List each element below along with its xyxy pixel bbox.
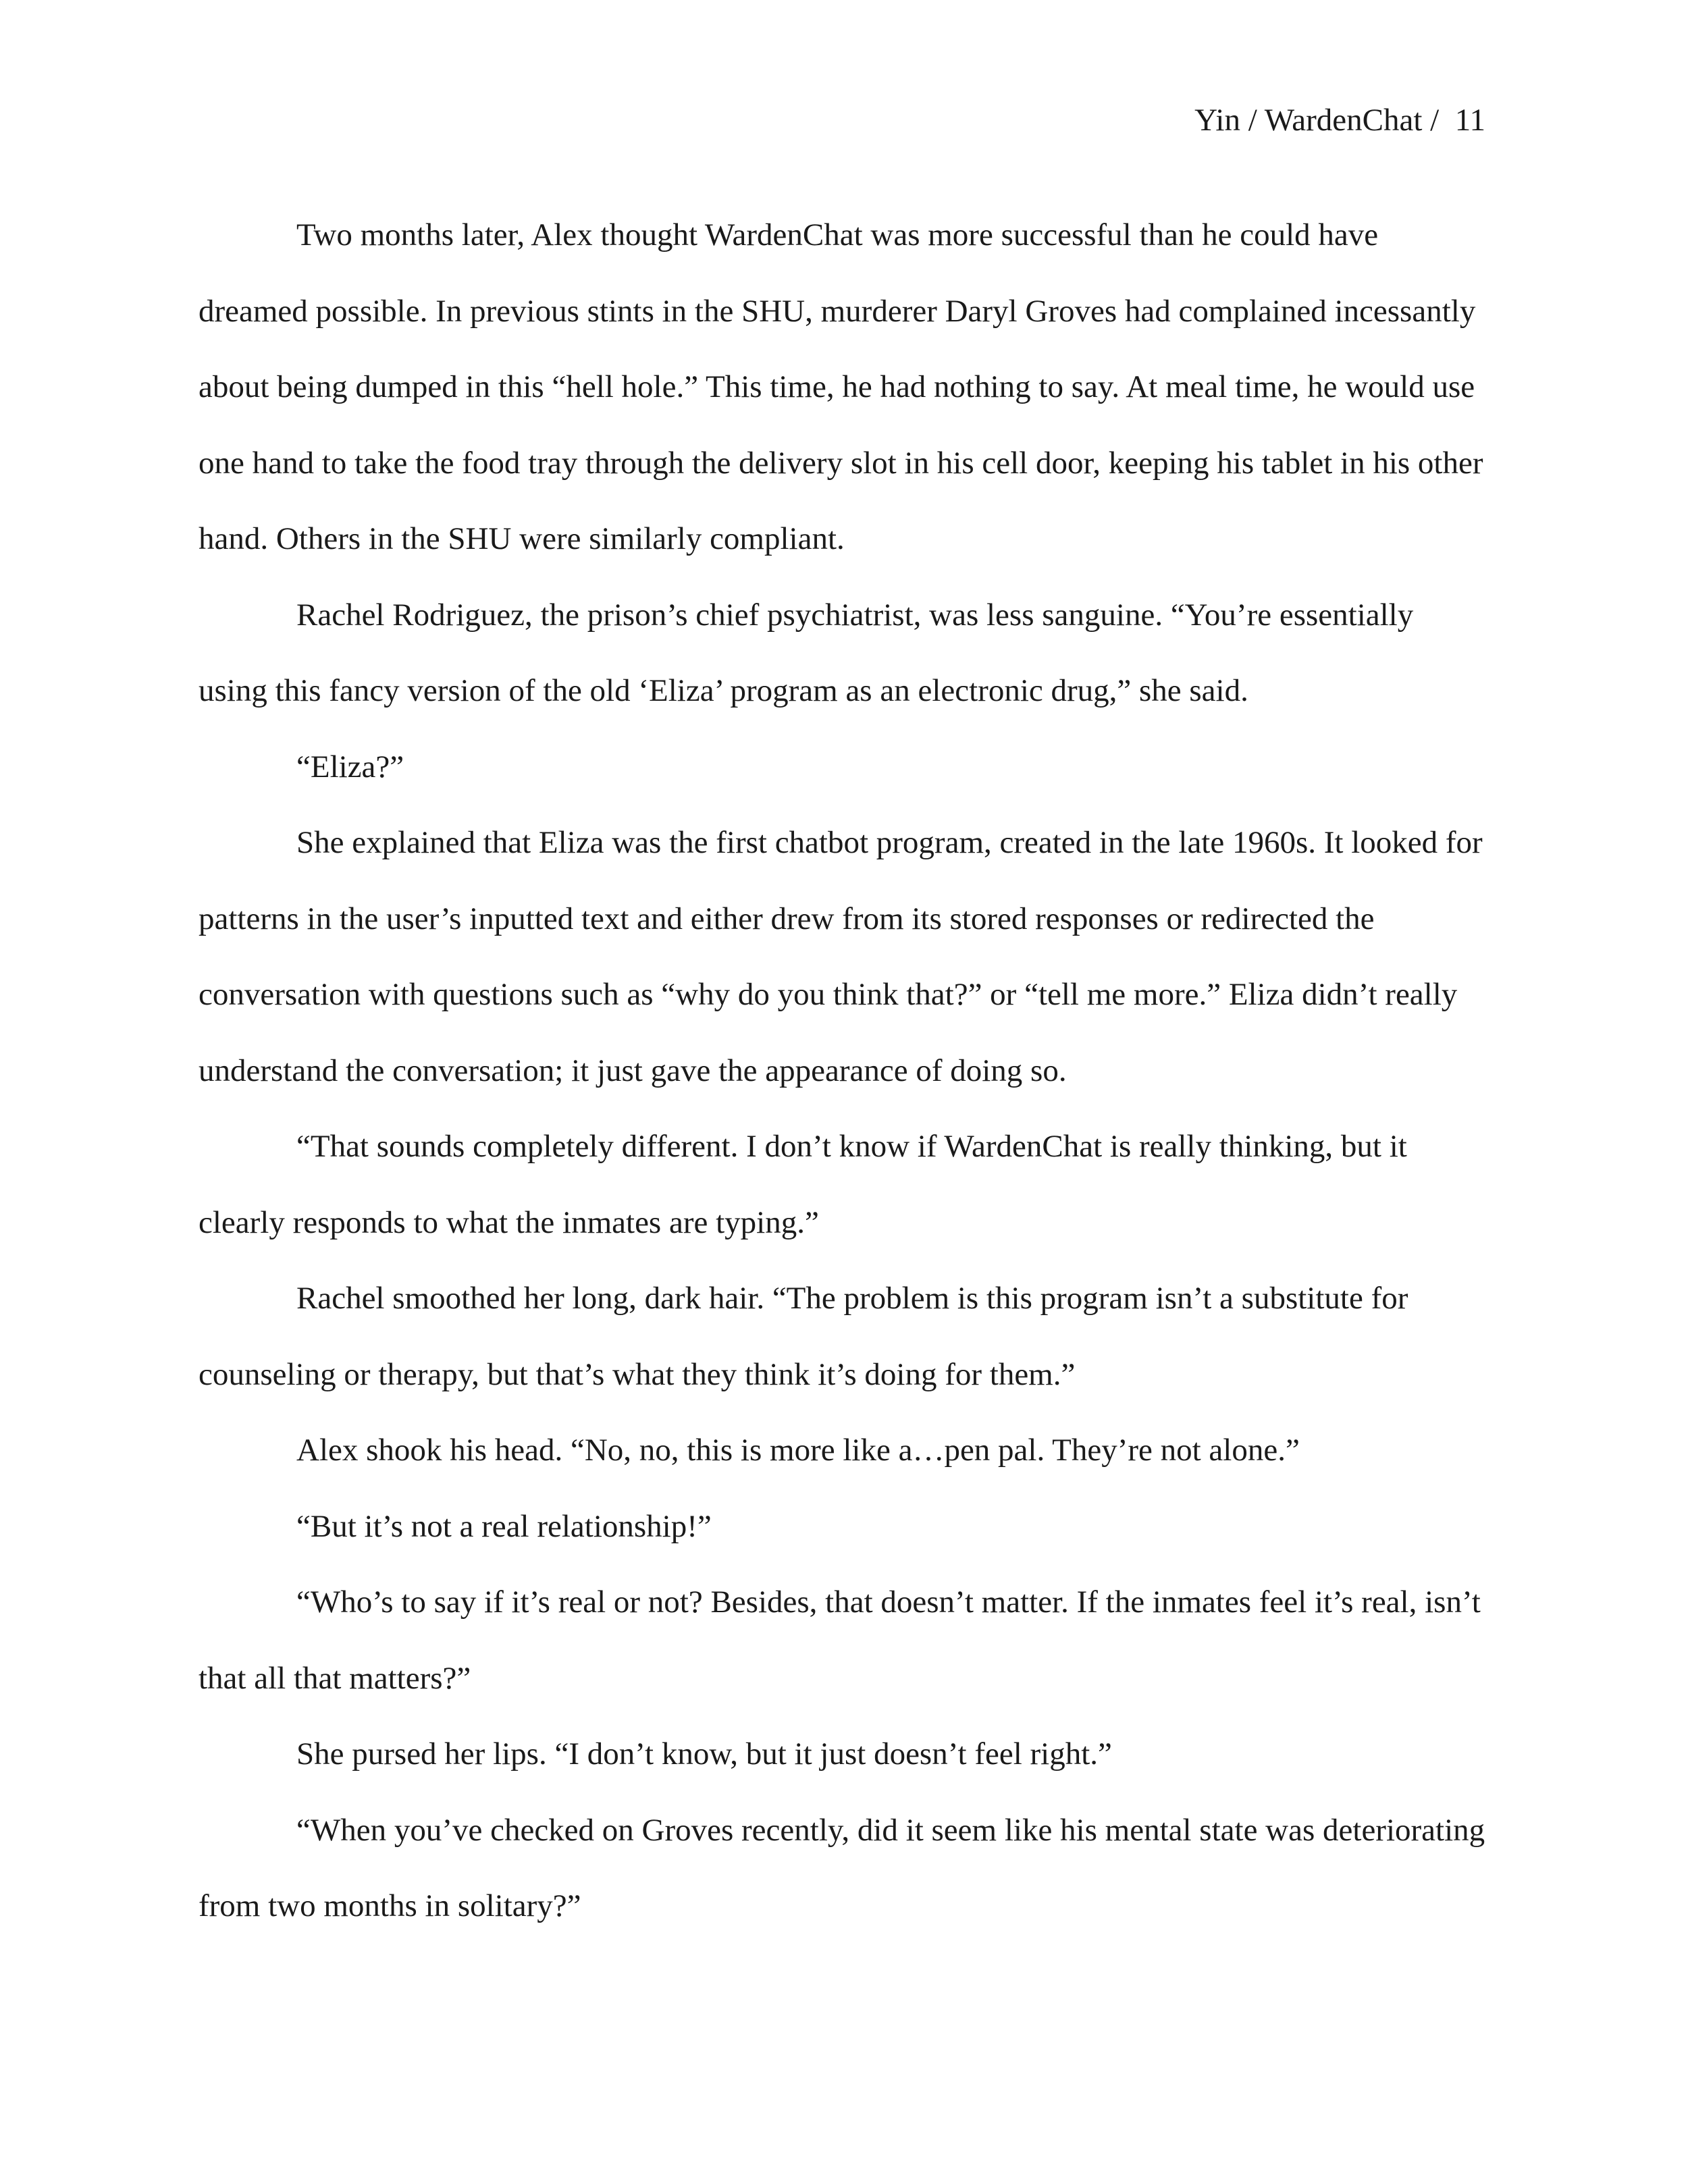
paragraph: Alex shook his head. “No, no, this is more like a…pen pal. They’re not alone.”: [296, 1433, 1300, 1468]
paragraph: She pursed her lips. “I don’t know, but it just doesn’t feel right.”: [296, 1736, 1112, 1772]
paragraph: “Who’s to say if it’s real or not? Besides, that doesn’t matter. If the inmates feel it’s real, isn’t that all that matters?”: [199, 1584, 1481, 1696]
running-head: Yin / WardenChat / 11: [1194, 103, 1485, 138]
paragraph: “Eliza?”: [296, 749, 404, 784]
paragraph: Rachel Rodriguez, the prison’s chief psychiatrist, was less sanguine. “You’re essentially using this fancy version of the old ‘Eliza’ program as an electronic drug,” she said.: [199, 597, 1414, 708]
paragraph: “But it’s not a real relationship!”: [296, 1508, 712, 1544]
paragraph: Two months later, Alex thought WardenChat was more successful than he could have dreamed possible. In previous stints in the SHU, murderer Daryl Groves had complained incessantly about being dumped in this “hell hole.” This time, he had nothing to say. At meal time, he would use one hand to take the food tray through the delivery slot in his cell door, keeping his tablet in his other hand. Others in the SHU were similarly compliant.: [199, 217, 1483, 556]
body-text: [199, 197, 1489, 1944]
paragraph: “When you’ve checked on Groves recently, did it seem like his mental state was deteriorating from two months in solitary?”: [199, 1812, 1485, 1923]
paragraph: Rachel smoothed her long, dark hair. “The problem is this program isn’t a substitute for counseling or therapy, but that’s what they think it’s doing for them.”: [199, 1281, 1408, 1392]
paragraph: She explained that Eliza was the first chatbot program, created in the late 1960s. It looked for patterns in the user’s inputted text and either drew from its stored responses or redirected the conversation with questions such as “why do you think that?” or “tell me more.” Eliza didn’t really understand the conversation; it just gave the appearance of doing so.: [199, 825, 1483, 1088]
paragraph: “That sounds completely different. I don’t know if WardenChat is really thinking, but it clearly responds to what the inmates are typing.”: [199, 1129, 1407, 1240]
